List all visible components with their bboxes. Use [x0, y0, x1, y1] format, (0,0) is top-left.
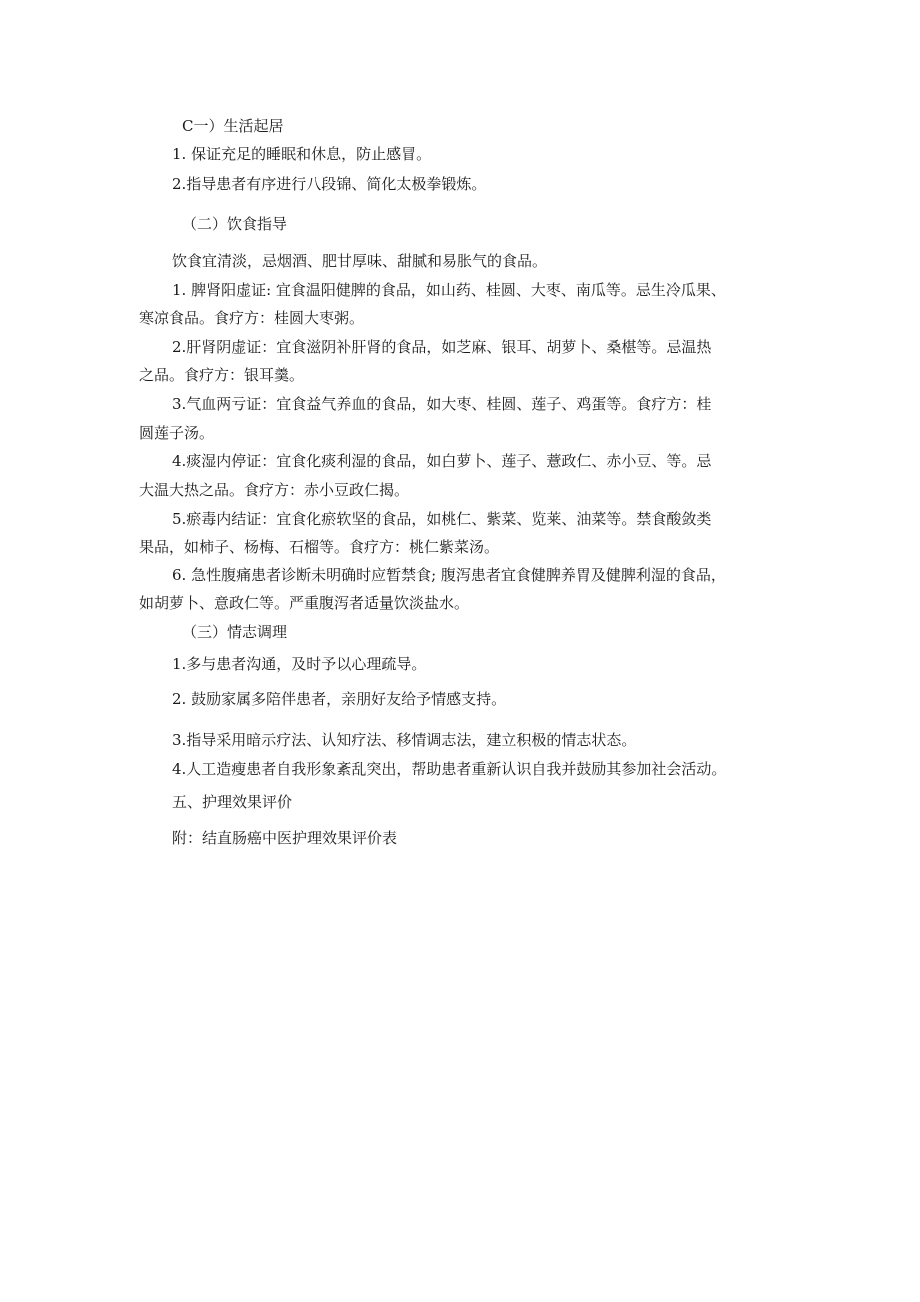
emotion-item-3: 3.指导采用暗示疗法、认知疗法、移情调志法，建立积极的情志状态。 — [172, 731, 637, 749]
diet-item-5-line2: 果品，如柿子、杨梅、石榴等。食疗方：桃仁紫菜汤。 — [139, 538, 500, 556]
living-item-2: 2.指导患者有序进行八段锦、简化太极拳锻炼。 — [172, 175, 487, 193]
diet-item-6-line1: 6. 急性腹痛患者诊断未明确时应暂禁食; 腹泻患者宜食健脾养胃及健脾利湿的食品， — [172, 566, 726, 584]
diet-item-4-line1: 4.痰湿内停证：宜食化痰利湿的食品，如白萝卜、莲子、薏政仁、赤小豆、等。忌 — [172, 452, 712, 470]
diet-item-1-line1: 1. 脾肾阳虚证: 宜食温阳健脾的食品，如山药、桂圆、大枣、南瓜等。忌生冷瓜果、 — [172, 281, 726, 299]
section-heading-living: C一）生活起居 — [182, 117, 284, 135]
emotion-item-4: 4.人工造瘦患者自我形象紊乱突出，帮助患者重新认识自我并鼓励其参加社会活动。 — [172, 760, 727, 778]
diet-item-2-line2: 之品。食疗方：银耳羹。 — [139, 366, 305, 384]
diet-intro: 饮食宜清淡，忌烟酒、肥甘厚味、甜腻和易胀气的食品。 — [172, 252, 548, 270]
diet-item-3-line2: 圆莲子汤。 — [139, 424, 215, 442]
emotion-item-2: 2. 鼓励家属多陪伴患者，亲朋好友给予情感支持。 — [172, 690, 507, 708]
section-heading-evaluation: 五、护理效果评价 — [172, 793, 293, 811]
diet-item-4-line2: 大温大热之品。食疗方：赤小豆政仁揭。 — [139, 481, 410, 499]
diet-item-2-line1: 2.肝肾阴虚证：宜食滋阴补肝肾的食品，如芝麻、银耳、胡萝卜、桑椹等。忌温热 — [172, 338, 712, 356]
living-item-1: 1. 保证充足的睡眠和休息，防止感冒。 — [172, 145, 432, 163]
evaluation-appendix-note: 附：结直肠癌中医护理效果评价表 — [172, 829, 398, 847]
diet-item-1-line2: 寒凉食品。食疗方：桂圆大枣粥。 — [139, 309, 365, 327]
emotion-item-1: 1.多与患者沟通，及时予以心理疏导。 — [172, 655, 427, 673]
section-heading-emotion: （三）情志调理 — [182, 623, 288, 641]
diet-item-3-line1: 3.气血两亏证：宜食益气养血的食品，如大枣、桂圆、莲子、鸡蛋等。食疗方：桂 — [172, 395, 712, 413]
diet-item-6-line2: 如胡萝卜、意政仁等。严重腹泻者适量饮淡盐水。 — [139, 594, 470, 612]
diet-item-5-line1: 5.瘀毒内结证：宜食化瘀软坚的食品，如桃仁、紫菜、览莱、油菜等。禁食酸敛类 — [172, 510, 712, 528]
section-heading-diet: （二）饮食指导 — [182, 215, 288, 233]
